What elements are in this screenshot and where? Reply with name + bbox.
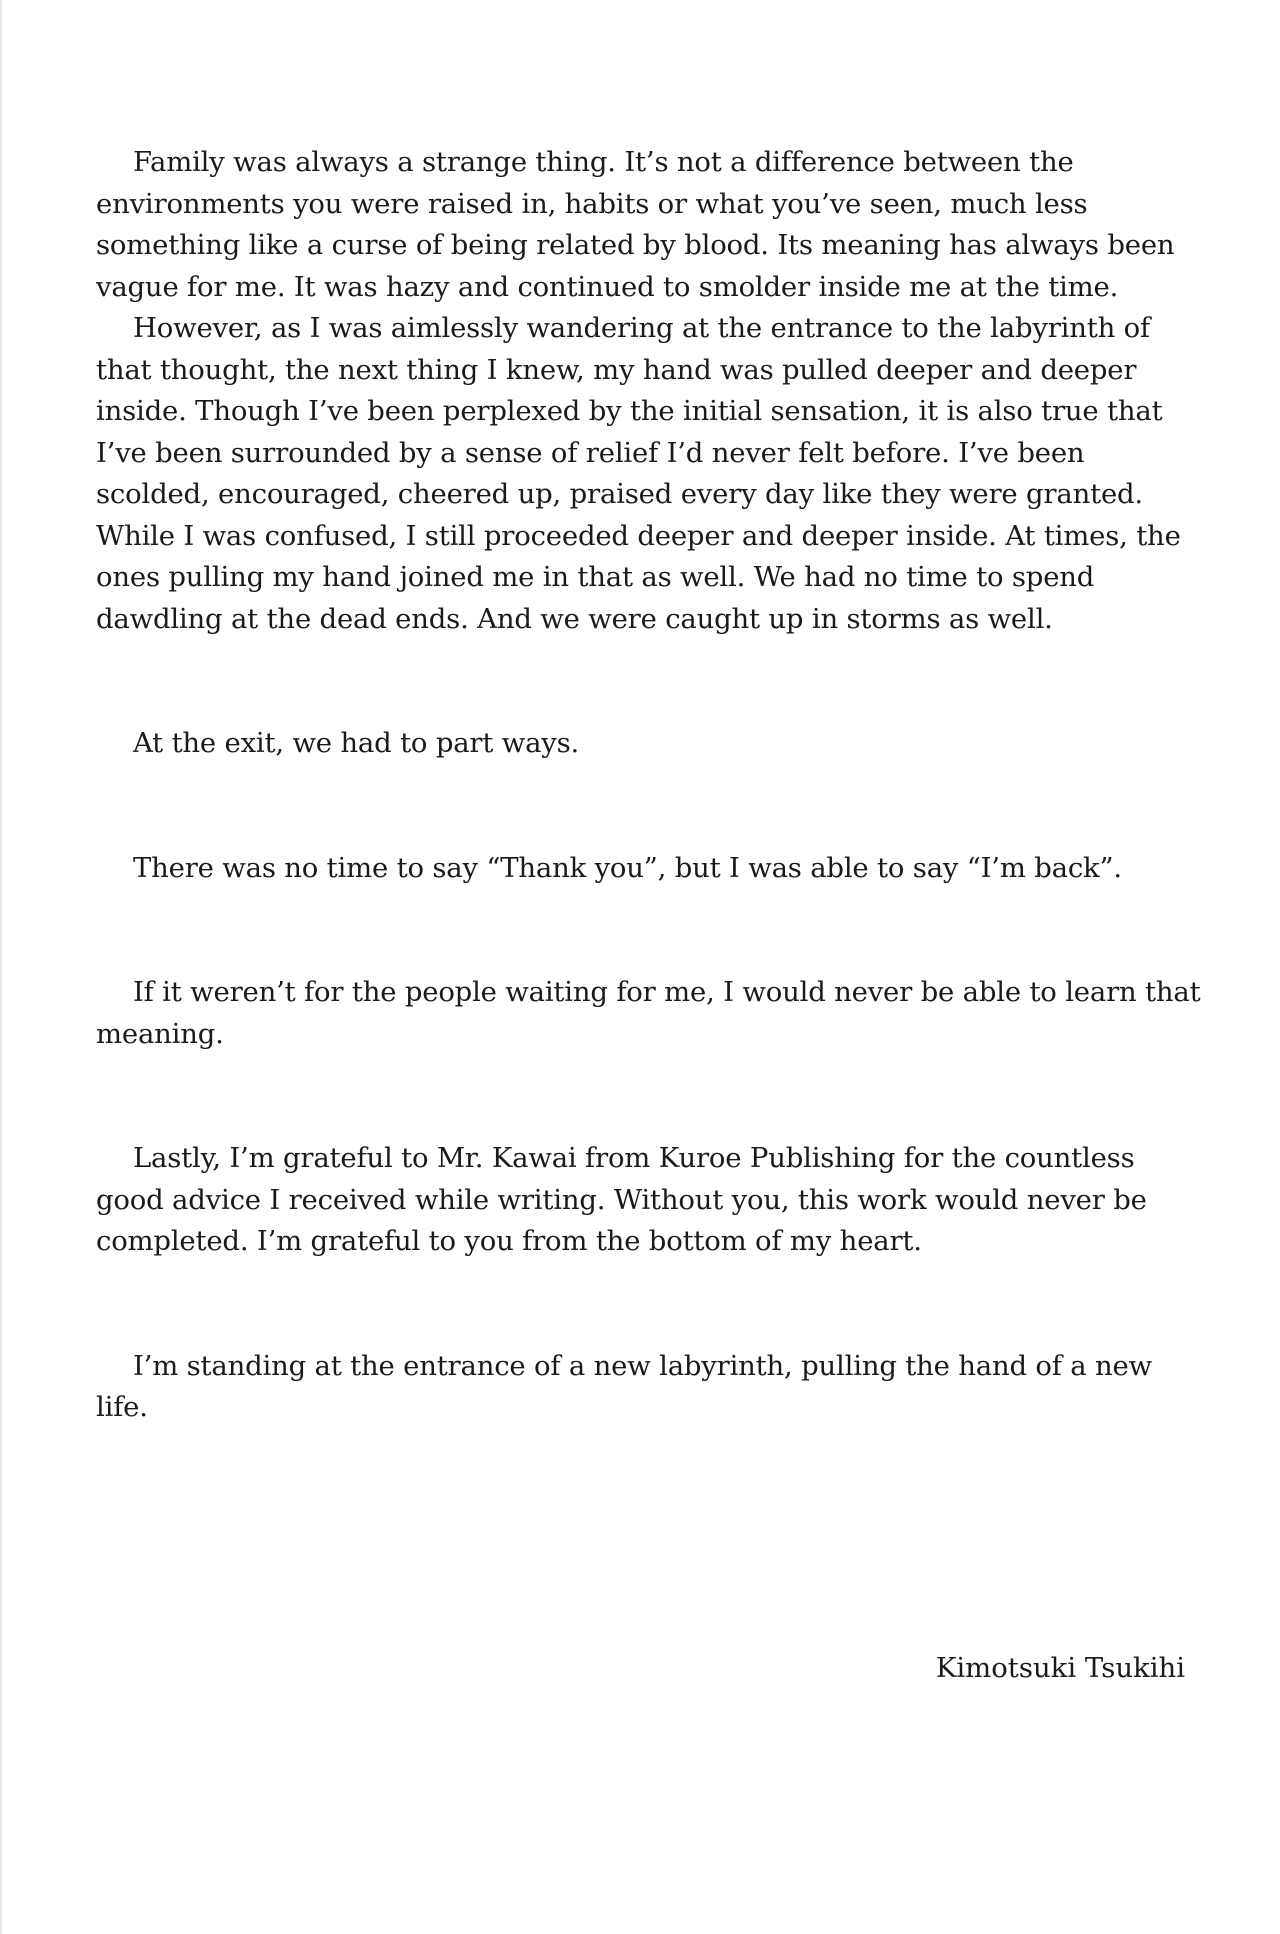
paragraph-labyrinth: However, as I was aimlessly wandering at the entrance to the labyrinth of that thought, the next thing I knew, my hand was pulled deeper and deeper inside. Though I’ve been perplexed by the initial sensation, it is also true that I’ve been surrounded by a sense of relief I’d never felt before. I’ve been scolded, encouraged, cheered up, praised every day like they were granted. While I was confused, I still proceeded deeper and deeper inside. At times, the ones pulling my hand joined me in that as well. We had no time to spend dawdling at the dead ends. And we were caught up in storms as well. [96,312,1181,635]
afterword-text [96,142,1206,1429]
paragraph-acknowledgement: Lastly, I’m grateful to Mr. Kawai from Kuroe Publishing for the countless good advice I received while writing. Without you, this work would never be completed. I’m grateful to you from the bottom of my heart. [96,1142,1147,1257]
page-gutter-divider [0,0,2,1934]
paragraph-meaning: If it weren’t for the people waiting for me, I would never be able to learn that meaning. [96,976,1201,1050]
paragraph-exit: At the exit, we had to part ways. [133,727,580,759]
paragraph-new-labyrinth: I’m standing at the entrance of a new labyrinth, pulling the hand of a new life. [96,1349,1152,1423]
paragraph-thank-you: There was no time to say “Thank you”, but I was able to say “I’m back”. [133,851,1122,884]
paragraph-family: Family was always a strange thing. It’s not a difference between the environments you were raised in, habits or what you’ve seen, much less something like a curse of being related by blood. Its meaning has always been vague for me. It was hazy and continued to smolder inside me at the time. [96,146,1175,303]
author-signature: Kimotsuki Tsukihi [935,1652,1185,1684]
